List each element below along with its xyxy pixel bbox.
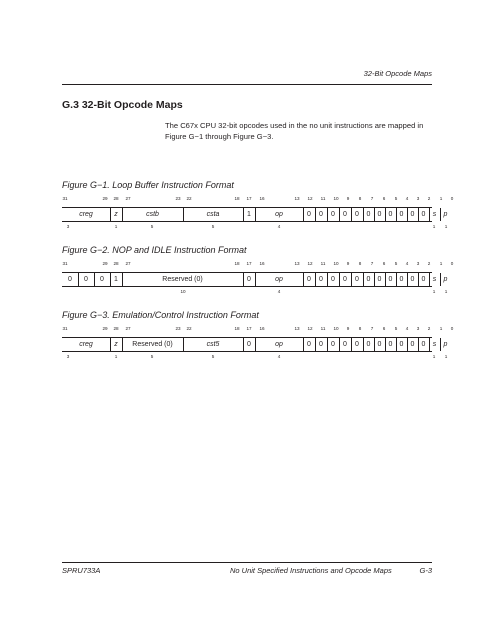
bit-label: 10: [333, 326, 339, 331]
bit-label: 28: [113, 196, 119, 201]
field-width: 10: [180, 289, 186, 294]
field-zero: 0: [410, 341, 415, 348]
opcode-fields-g1: [62, 207, 448, 222]
field-zero: 0: [410, 276, 415, 283]
bit-label: 27: [125, 326, 131, 331]
field-zero: 0: [331, 211, 335, 218]
bit-label: 29: [102, 261, 108, 266]
footer-doc-id: SPRU733A: [62, 566, 101, 575]
bit-label: 29: [102, 326, 108, 331]
field-s: s: [432, 341, 437, 348]
field-width: 1: [432, 354, 436, 359]
section-title: G.3 32-Bit Opcode Maps: [62, 99, 183, 111]
field-cstb: cstb: [146, 211, 159, 218]
field-z: z: [114, 211, 118, 218]
field-reserved: Reserved (0): [132, 341, 173, 348]
field-width: 4: [277, 354, 281, 359]
field-width: 1: [114, 354, 118, 359]
bit-label: 29: [102, 196, 108, 201]
figure-caption-g2: Figure G−2. NOP and IDLE Instruction Format: [62, 245, 247, 255]
field-width: 5: [211, 224, 215, 229]
field-csta: csta: [206, 211, 220, 218]
field-bit-17: 0: [247, 276, 251, 283]
bit-label: 3: [416, 326, 420, 331]
bit-label: 31: [62, 326, 68, 331]
bit-label: 22: [186, 326, 192, 331]
field-zero: 0: [319, 341, 323, 348]
bit-numbers-g2: [62, 261, 454, 270]
bit-label: 16: [259, 196, 265, 201]
bit-label: 18: [234, 261, 240, 266]
field-zero: 0: [343, 211, 347, 218]
bit-label: 1: [439, 326, 443, 331]
field-zero: 0: [307, 341, 311, 348]
field-width: 1: [114, 224, 118, 229]
bit-label: 12: [307, 196, 313, 201]
field-creg: creg: [79, 341, 93, 348]
bit-label: 28: [113, 326, 119, 331]
bit-label: 0: [450, 196, 454, 201]
field-z: z: [114, 341, 118, 348]
field-width: 4: [277, 224, 281, 229]
field-zero: 0: [421, 341, 426, 348]
field-op: op: [275, 341, 283, 348]
field-zero: 0: [388, 211, 393, 218]
field-zero: 0: [399, 211, 404, 218]
field-zero: 0: [307, 276, 311, 283]
bit-label: 11: [320, 196, 326, 201]
bit-numbers-g1: [62, 196, 454, 205]
header-rule: [62, 84, 432, 85]
field-p: p: [443, 341, 448, 348]
bit-label: 7: [370, 326, 374, 331]
bit-label: 13: [294, 326, 300, 331]
bit-label: 9: [346, 261, 350, 266]
bit-label: 12: [307, 326, 313, 331]
field-bit-29: 0: [100, 276, 104, 283]
bit-label: 9: [346, 196, 350, 201]
field-zero: 0: [319, 276, 323, 283]
bit-label: 10: [333, 261, 339, 266]
field-width: 5: [150, 224, 154, 229]
field-bit-28: 1: [114, 276, 118, 283]
bit-label: 18: [234, 326, 240, 331]
field-zero: 0: [355, 341, 359, 348]
bit-label: 13: [294, 261, 300, 266]
bit-label: 18: [234, 196, 240, 201]
field-s: s: [432, 211, 437, 218]
figure-caption-g1: Figure G−1. Loop Buffer Instruction Format: [62, 180, 234, 190]
bit-label: 1: [439, 261, 443, 266]
field-zero: 0: [399, 276, 404, 283]
bit-label: 2: [427, 196, 431, 201]
field-zero: 0: [355, 276, 359, 283]
field-zero: 0: [331, 276, 335, 283]
bit-label: 4: [405, 326, 409, 331]
bit-label: 6: [382, 326, 386, 331]
field-zero: 0: [366, 211, 371, 218]
field-cst5: cst5: [206, 341, 220, 348]
bit-label: 0: [450, 326, 454, 331]
field-zero: 0: [388, 276, 393, 283]
footer-rule: [62, 562, 432, 563]
bit-label: 5: [394, 196, 398, 201]
footer-chapter-title: No Unit Specified Instructions and Opcode Maps: [230, 566, 392, 575]
bit-label: 17: [246, 196, 252, 201]
field-width: 5: [150, 354, 154, 359]
field-bit-31: 0: [68, 276, 72, 283]
bit-label: 10: [333, 196, 339, 201]
bit-label: 27: [125, 261, 131, 266]
field-zero: 0: [377, 276, 382, 283]
bit-label: 28: [113, 261, 119, 266]
field-zero: 0: [366, 341, 371, 348]
field-width: 3: [66, 354, 70, 359]
field-widths-g2: [62, 289, 448, 297]
field-width: 3: [66, 224, 70, 229]
field-width: 4: [277, 289, 281, 294]
bit-label: 23: [175, 326, 181, 331]
field-zero: 0: [343, 276, 347, 283]
field-zero: 0: [355, 211, 359, 218]
opcode-fields-g3: [62, 337, 448, 352]
opcode-fields-g2: [62, 272, 448, 287]
field-reserved: Reserved (0): [162, 276, 203, 283]
bit-label: 4: [405, 196, 409, 201]
field-bit-30: 0: [84, 276, 88, 283]
bit-label: 5: [394, 326, 398, 331]
field-p: p: [443, 276, 448, 283]
bit-label: 22: [186, 196, 192, 201]
field-zero: 0: [331, 341, 335, 348]
bit-label: 5: [394, 261, 398, 266]
bit-label: 6: [382, 261, 386, 266]
bit-label: 31: [62, 196, 68, 201]
intro-line-2: Figure G−1 through Figure G−3.: [165, 132, 274, 141]
field-bit-17: 0: [247, 341, 251, 348]
intro-line-1: The C67x CPU 32-bit opcodes used in the no unit instructions are mapped in: [165, 121, 424, 130]
bit-label: 8: [358, 196, 362, 201]
bit-label: 9: [346, 326, 350, 331]
field-zero: 0: [319, 211, 323, 218]
bit-label: 13: [294, 196, 300, 201]
bit-label: 2: [427, 261, 431, 266]
field-zero: 0: [307, 211, 311, 218]
footer-page-number: G-3: [419, 566, 432, 575]
bit-label: 2: [427, 326, 431, 331]
intro-paragraph: [165, 120, 440, 142]
bit-label: 3: [416, 261, 420, 266]
bit-label: 0: [450, 261, 454, 266]
bit-numbers-g3: [62, 326, 454, 335]
bit-label: 17: [246, 326, 252, 331]
figure-caption-g3: Figure G−3. Emulation/Control Instruction Format: [62, 310, 259, 320]
field-zero: 0: [366, 276, 371, 283]
field-op: op: [275, 276, 283, 283]
bit-label: 6: [382, 196, 386, 201]
bit-label: 4: [405, 261, 409, 266]
field-zero: 0: [421, 276, 426, 283]
field-width: 5: [211, 354, 215, 359]
field-widths-g1: [62, 224, 448, 232]
running-header: 32-Bit Opcode Maps: [363, 69, 432, 78]
field-s: s: [432, 276, 437, 283]
field-op: op: [275, 211, 283, 218]
bit-label: 7: [370, 261, 374, 266]
bit-label: 11: [320, 326, 326, 331]
bit-label: 31: [62, 261, 68, 266]
field-zero: 0: [377, 341, 382, 348]
bit-label: 12: [307, 261, 313, 266]
field-width: 1: [444, 224, 448, 229]
field-zero: 0: [399, 341, 404, 348]
bit-label: 17: [246, 261, 252, 266]
field-width: 1: [432, 289, 436, 294]
field-widths-g3: [62, 354, 448, 362]
field-width: 1: [432, 224, 436, 229]
field-zero: 0: [421, 211, 426, 218]
bit-label: 23: [175, 196, 181, 201]
bit-label: 7: [370, 196, 374, 201]
field-zero: 0: [377, 211, 382, 218]
field-width: 1: [444, 354, 448, 359]
bit-label: 27: [125, 196, 131, 201]
bit-label: 8: [358, 326, 362, 331]
bit-label: 8: [358, 261, 362, 266]
field-zero: 0: [343, 341, 347, 348]
field-bit-17: 1: [247, 211, 251, 218]
field-zero: 0: [388, 341, 393, 348]
bit-label: 16: [259, 326, 265, 331]
bit-label: 11: [320, 261, 326, 266]
field-zero: 0: [410, 211, 415, 218]
bit-label: 16: [259, 261, 265, 266]
bit-label: 3: [416, 196, 420, 201]
field-p: p: [443, 211, 448, 218]
bit-label: 1: [439, 196, 443, 201]
field-width: 1: [444, 289, 448, 294]
field-creg: creg: [79, 211, 93, 218]
